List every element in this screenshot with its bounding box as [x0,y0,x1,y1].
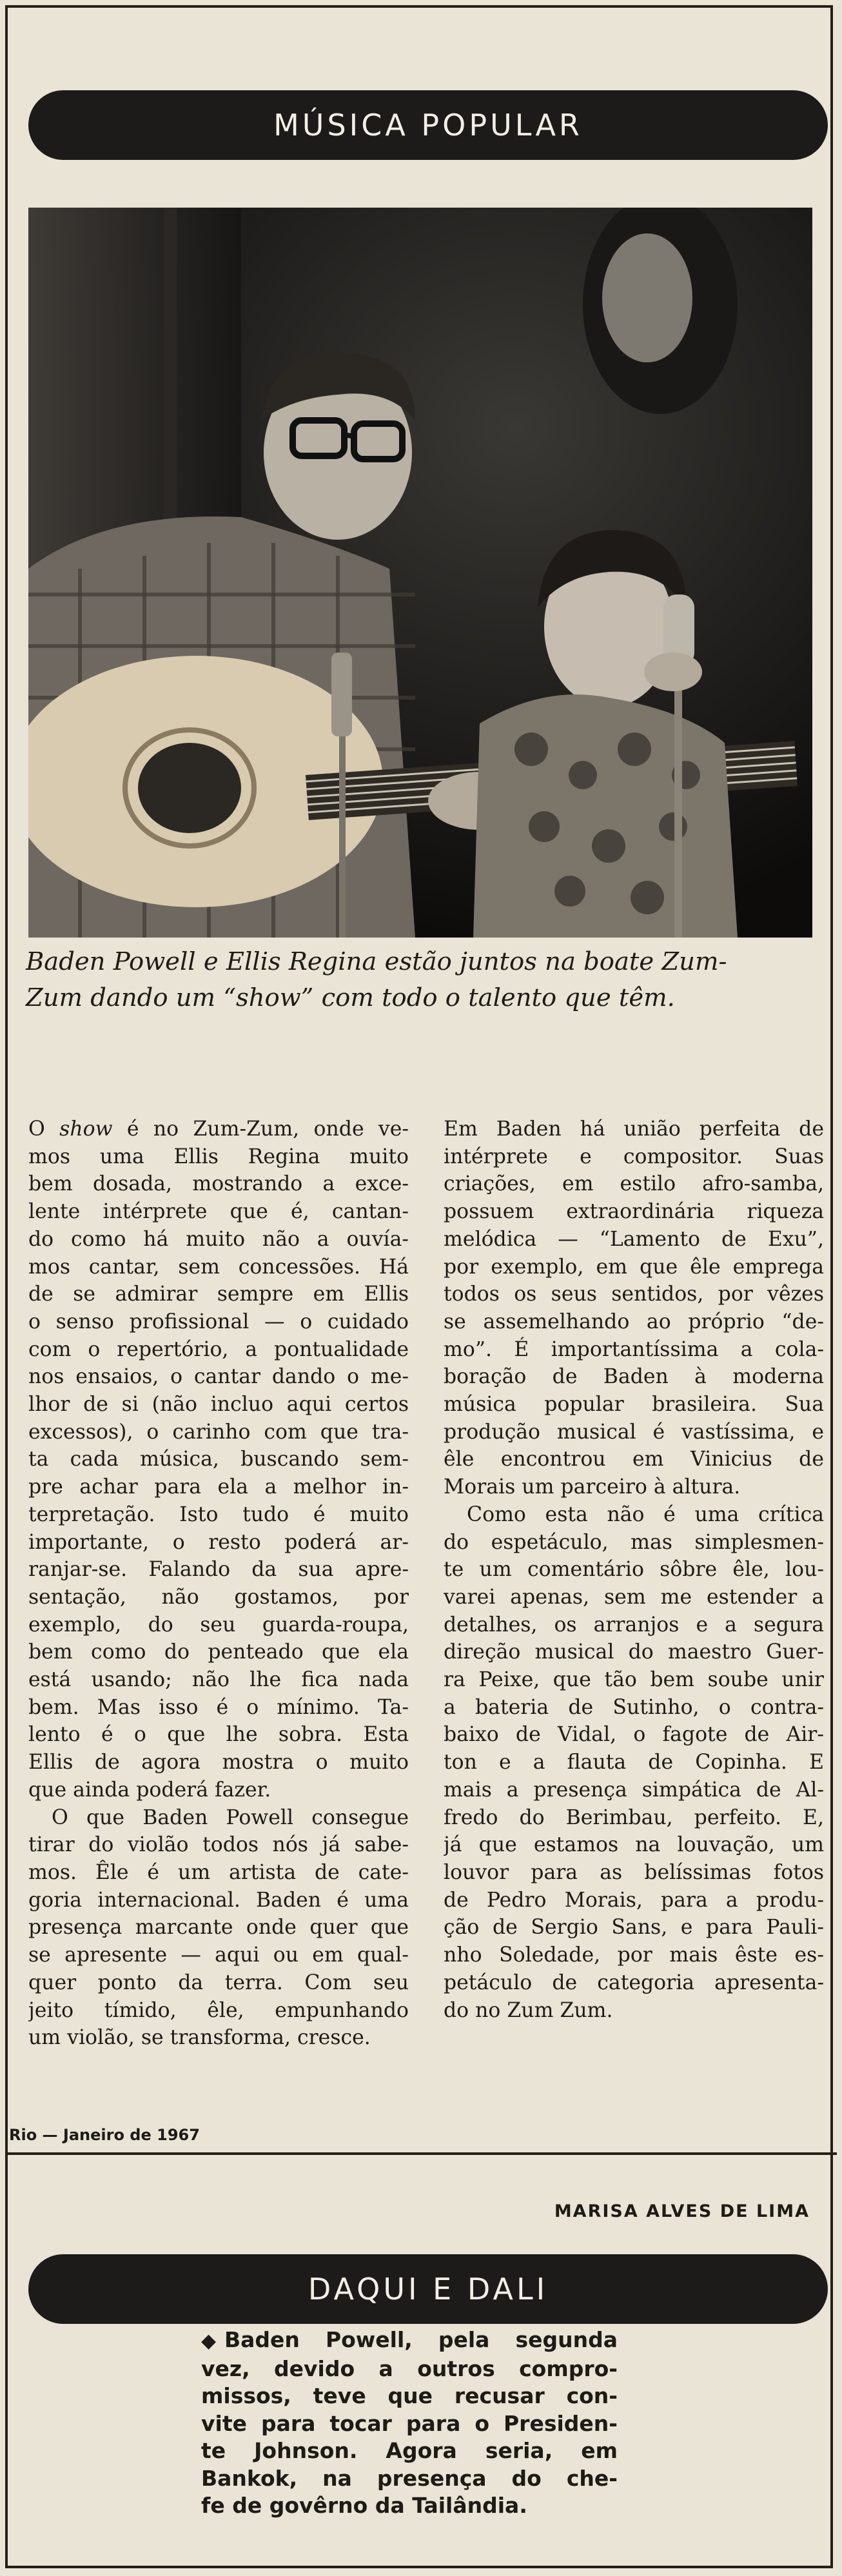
article-line: do espetáculo, mas simplesmen- [444,1530,824,1554]
article-line: de se admirar sempre em Ellis [28,1283,409,1306]
article-line: mais a presença simpática de Al- [444,1778,824,1802]
article-line: detalhes, os arranjos e a segura [444,1613,824,1637]
article-line: excessos), o carinho com que tra- [28,1420,409,1444]
article-line: um violão, se transforma, cresce. [28,2026,371,2050]
article-line: presença marcante onde quer que [28,1916,409,1940]
article-line: do no Zum Zum. [444,1998,613,2022]
article-line: lhor de si (não incluo aqui certos [28,1393,409,1417]
article-line: possuem extraordinária riqueza [444,1200,824,1224]
article-line: melódica — “Lamento de Exu”, [444,1227,824,1251]
article-line: Como esta não é uma crítica [467,1502,824,1526]
article-line: a bateria de Sutinho, o contra- [444,1695,824,1719]
article-line: direção musical do maestro Guer- [444,1640,824,1664]
section2-title-banner: DAQUI E DALI [28,2254,828,2324]
article-line: mos. Êle é um artista de cate- [28,1860,409,1884]
caption-line: Baden Powell e Ellis Regina estão juntos na boate Zum- [26,947,727,976]
article-column-left [28,1116,409,2052]
news-line-first [201,2326,618,2355]
article-line: o senso profissional — o cuidado [28,1310,409,1333]
article-line: intérprete e compositor. Suas [444,1145,824,1168]
article-line: Morais um parceiro à altura. [444,1475,741,1499]
photo-caption [26,944,819,1016]
article-line: se assemelhando ao próprio “de- [444,1310,824,1333]
news-line: Bankok, na presença do che- [201,2465,618,2491]
article-line: está usando; não lhe fica nada [28,1668,409,1692]
article-line: ton e a flauta de Copinha. E [444,1751,824,1775]
divider-rule [5,2152,837,2155]
news-line-text: Baden Powell, pela segunda [224,2327,618,2352]
author-byline: MARISA ALVES DE LIMA [554,2201,810,2221]
article-line: bem dosada, mostrando a exce- [28,1172,409,1196]
article-line: produção musical é vastíssima, e [444,1420,824,1444]
article-line: mo”. É importantíssima a cola- [444,1337,824,1361]
section-title-banner: MÚSICA POPULAR [28,90,828,160]
article-line: baixo de Vidal, o fagote de Air- [444,1723,824,1747]
article-line: bem como do penteado que ela [28,1640,409,1664]
article-line: quer ponto da terra. Com seu [28,1971,409,1994]
article-line: O que Baden Powell consegue [52,1805,409,1829]
news-line: te Johnson. Agora seria, em [201,2438,618,2463]
article-line: do como há muito não a ouvía- [28,1227,409,1251]
article-line: mos uma Ellis Regina muito [28,1145,409,1168]
news-line: vite para tocar para o Presiden- [201,2410,618,2436]
article-line: criações, em estilo afro-samba, [444,1172,824,1196]
article-line: que ainda poderá fazer. [28,1778,271,1802]
article-line: todos os seus sentidos, por vêzes [444,1283,824,1306]
article-line: O show é no Zum-Zum, onde ve- [28,1117,409,1141]
article-line: te um comentário sôbre êle, lou- [444,1558,824,1582]
photo-of-musicians [28,208,812,938]
article-line: bem. Mas isso é o mínimo. Ta- [28,1695,409,1719]
diamond-bullet-icon: ◆ [201,2330,217,2352]
article-line: Ellis de agora mostra o muito [28,1751,409,1775]
news-item [201,2326,618,2520]
article-line: ção de Sergio Sans, e para Pauli- [444,1916,824,1940]
article-line: com o repertório, a pontualidade [28,1337,409,1361]
caption-line: Zum dando um “show” com todo o talento que têm. [26,983,675,1012]
article-line: terpretação. Isto tudo é muito [28,1502,409,1526]
news-line: fe de govêrno da Tailândia. [201,2493,527,2518]
article-line: Em Baden há união perfeita de [444,1117,824,1141]
article-line: de Pedro Morais, para a produ- [444,1888,824,1912]
article-line: mos cantar, sem concessões. Há [28,1255,409,1279]
article-line: goria internacional. Baden é uma [28,1888,409,1912]
article-line: louvor para as belíssimas fotos [444,1860,824,1884]
article-line: por exemplo, em que êle emprega [444,1255,824,1279]
article-column-right [444,1116,824,2024]
article-line: importante, o resto poderá ar- [28,1530,409,1554]
article-line: boração de Baden à moderna [444,1365,824,1389]
article-line: ra Peixe, que tão bem soube unir [444,1668,824,1692]
article-line: êle encontrou em Vinicius de [444,1448,824,1471]
article-line: varei apenas, sem me estender a [444,1585,824,1609]
photo-illustration [28,208,812,938]
article-line: se apresente — aqui ou em qual- [28,1943,409,1967]
article-line: ranjar-se. Falando da sua apre- [28,1558,409,1582]
article-line: nho Soledade, por mais êste es- [444,1943,824,1967]
article-line: jeito tímido, êle, empunhando [28,1998,409,2022]
article-line: tirar do violão todos nós já sabe- [28,1833,409,1857]
article-line: lento é o que lhe sobra. Esta [28,1723,409,1747]
article-line: pre achar para ela a melhor in- [28,1475,409,1499]
article-line: petáculo de categoria apresenta- [444,1971,824,1994]
news-line: vez, devido a outros compro- [201,2355,618,2381]
article-line: ta cada música, buscando sem- [28,1448,409,1471]
news-line: missos, teve que recusar con- [201,2383,618,2408]
article-line: sentação, não gostamos, por [28,1585,409,1609]
article-line: nos ensaios, o cantar dando o me- [28,1365,409,1389]
article-line: já que estamos na louvação, um [444,1833,824,1857]
article-line: exemplo, do seu guarda-roupa, [28,1613,409,1637]
article-line: lente intérprete que é, cantan- [28,1200,409,1224]
issue-date: Rio — Janeiro de 1967 [9,2126,200,2144]
article-line: música popular brasileira. Sua [444,1393,824,1417]
article-line: fredo do Berimbau, perfeito. E, [444,1805,824,1829]
